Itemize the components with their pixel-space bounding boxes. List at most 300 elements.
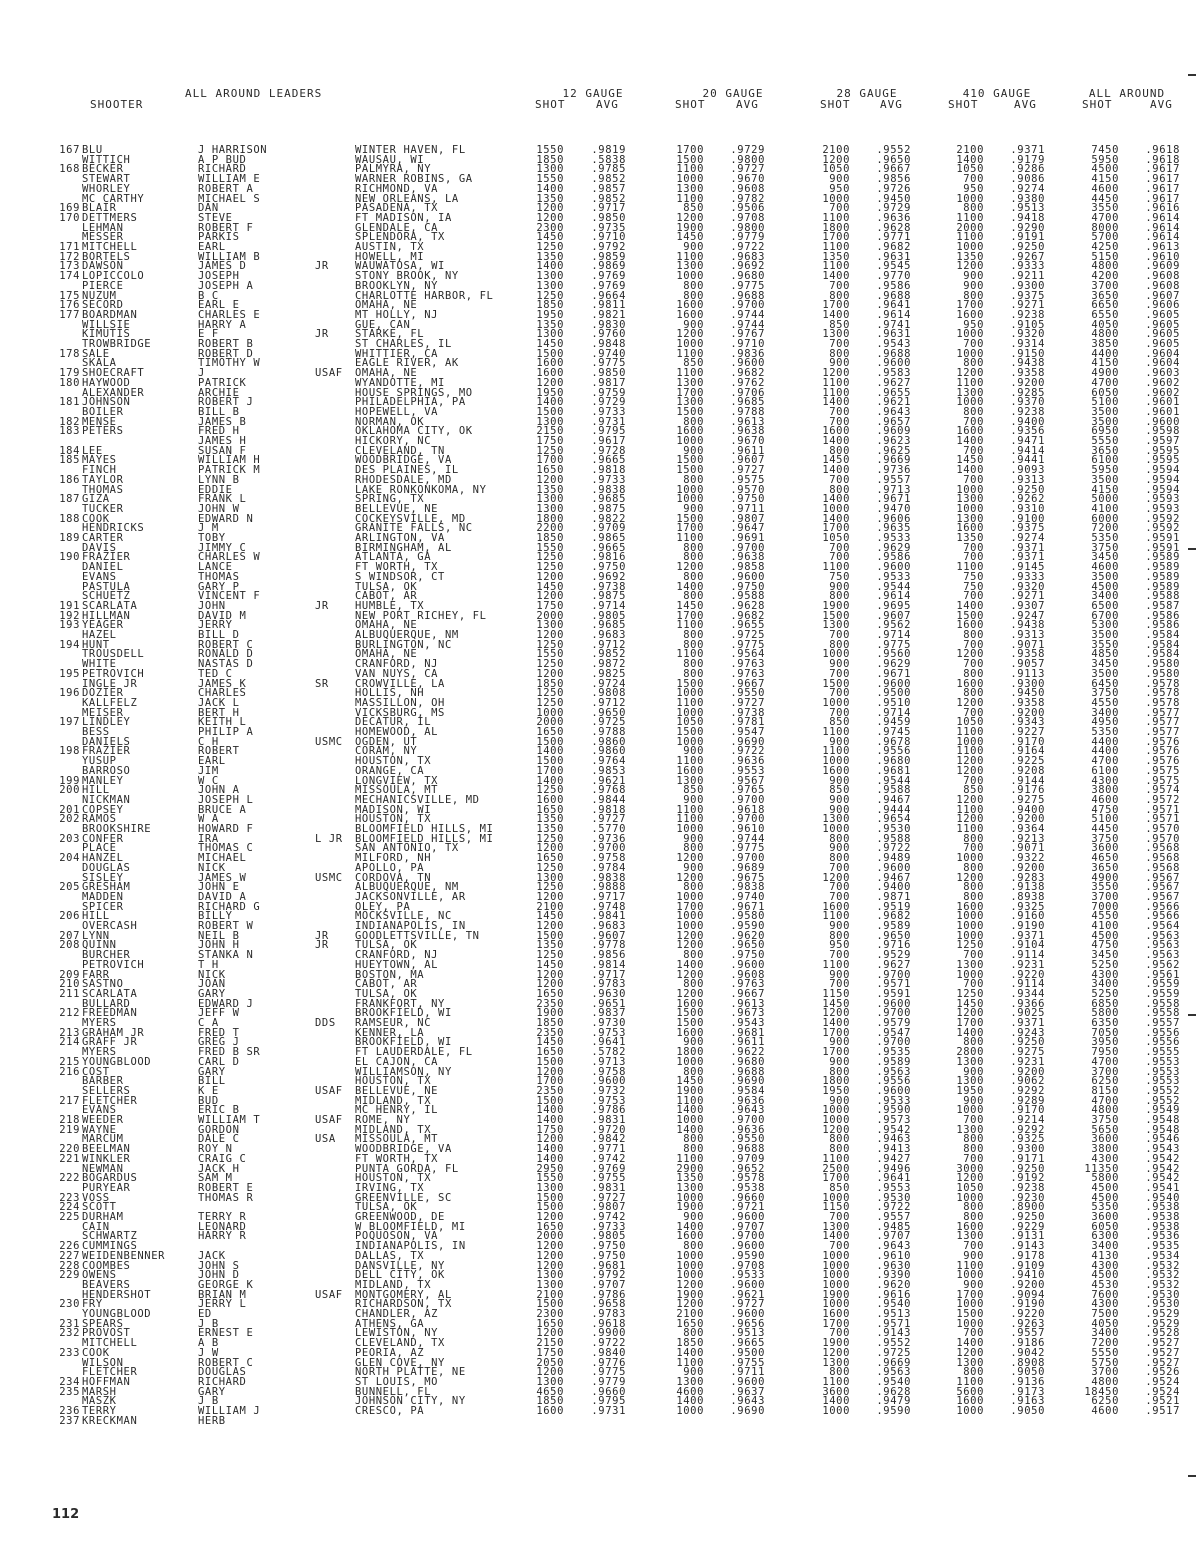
shot-28-cell: 850 xyxy=(829,318,850,331)
last-name-cell: HUNT xyxy=(82,638,110,651)
hometown-cell: ARLINGTON, VA xyxy=(355,532,445,544)
avg-20-cell: .9779 xyxy=(730,231,765,244)
shot-12-cell: 1200 xyxy=(536,1240,564,1253)
avg-410-cell: .9358 xyxy=(1010,696,1045,709)
hometown-cell: WARNER ROBINS, GA xyxy=(355,173,473,186)
shot-28-cell: 1200 xyxy=(822,1123,850,1136)
last-name-cell: HILL xyxy=(82,784,110,797)
hometown-cell: MIDLAND, TX xyxy=(355,1094,432,1107)
first-name-cell: ROBERT C xyxy=(198,1356,254,1369)
shot-410-cell: 1200 xyxy=(956,1346,984,1359)
shot-20-cell: 850 xyxy=(683,784,704,797)
avg-410-cell: .9173 xyxy=(1010,1385,1045,1398)
shot-410-cell: 1000 xyxy=(956,735,984,748)
shot-28-cell: 800 xyxy=(829,289,850,302)
hometown-cell: LAKE RONKONKOMA, NY xyxy=(355,483,487,496)
hometown-cell: CHARLOTTE HARBOR, FL xyxy=(355,289,494,302)
avg-all-cell: .9526 xyxy=(1145,1366,1180,1379)
avg-28-cell: .9616 xyxy=(876,1288,911,1301)
shot-12-cell: 1850 xyxy=(536,1395,564,1408)
shot-410-cell: 1000 xyxy=(956,1191,984,1204)
hometown-cell: NORMAN, OK xyxy=(355,415,425,428)
hometown-cell: BROOKFIELD, WI xyxy=(355,1036,452,1049)
shot-all-cell: 4300 xyxy=(1091,1298,1119,1311)
hometown-cell: CABOT, AR xyxy=(355,978,418,991)
first-name-cell: JOHN D xyxy=(198,1269,240,1282)
shot-410-cell: 950 xyxy=(963,318,984,331)
shot-all-cell: 5650 xyxy=(1091,1123,1119,1136)
shot-20-cell: 900 xyxy=(683,745,704,758)
shot-all-cell: 5150 xyxy=(1091,250,1119,263)
hometown-cell: BLOOMFIELD HILLS, MI xyxy=(355,823,494,835)
shot-28-cell: 2100 xyxy=(822,144,850,156)
gauge-28-header: 28 GAUGE xyxy=(836,87,898,100)
last-name-cell: WHITE xyxy=(82,658,117,671)
shot-28-cell: 1000 xyxy=(822,648,850,661)
shot-20-cell: 1000 xyxy=(676,706,704,719)
avg-28-cell: .9716 xyxy=(876,939,911,952)
avg-12-cell: .9727 xyxy=(591,813,626,826)
avg-all-cell: .9600 xyxy=(1145,415,1180,428)
shot-20-cell: 1000 xyxy=(676,173,704,186)
shot-20-cell: 1000 xyxy=(676,435,704,447)
shot-12-cell: 1350 xyxy=(536,483,564,496)
first-name-cell: HERB xyxy=(198,1414,226,1427)
avg-410-cell: .9250 xyxy=(1010,1211,1045,1223)
shot-410-cell: 1300 xyxy=(956,1356,984,1369)
shot-410-cell: 1300 xyxy=(956,1123,984,1136)
avg-28-cell: .9467 xyxy=(876,871,911,884)
shot-28-cell: 1050 xyxy=(822,163,850,176)
shot-410-cell: 1000 xyxy=(956,920,984,932)
shot-20-cell: 1600 xyxy=(676,1026,704,1039)
shot-all-cell: 3750 xyxy=(1091,541,1119,554)
avg-410-cell: .9333 xyxy=(1010,570,1045,583)
avg-20-cell: .9775 xyxy=(730,842,765,855)
first-name-cell: K E xyxy=(198,1084,219,1097)
avg-12-cell: .9875 xyxy=(591,502,626,515)
last-name-cell: COPSEY xyxy=(82,803,124,816)
avg-28-cell: .9713 xyxy=(876,483,911,496)
shot-410-cell: 700 xyxy=(963,1152,984,1165)
avg-20-cell: .9636 xyxy=(730,755,765,768)
shot-20-cell: 1200 xyxy=(676,929,704,942)
avg-28-cell: .9707 xyxy=(876,1230,911,1243)
avg-12-cell: .9860 xyxy=(591,745,626,758)
shot-20-cell: 1000 xyxy=(676,1055,704,1068)
first-name-cell: TED C xyxy=(198,667,233,680)
hometown-cell: LONGVIEW, TX xyxy=(355,774,439,787)
shot-410-cell: 800 xyxy=(963,1133,984,1146)
hometown-cell: HOUSTON, TX xyxy=(355,1172,432,1185)
first-name-cell: TOBY xyxy=(198,532,226,544)
avg-410-cell: .9250 xyxy=(1010,1036,1045,1049)
shot-12-cell: 1250 xyxy=(536,832,564,845)
avg-all-cell: .9530 xyxy=(1145,1298,1180,1311)
shot-20-cell: 1600 xyxy=(676,308,704,321)
shot-all-cell: 5100 xyxy=(1091,813,1119,826)
shot-28-cell: 850 xyxy=(829,716,850,729)
shot-all-cell: 6250 xyxy=(1091,1395,1119,1408)
hometown-cell: VICKSBURG, MS xyxy=(355,706,445,719)
avg-410-cell: .9285 xyxy=(1010,386,1045,399)
shot-410-cell: 1050 xyxy=(956,1181,984,1194)
first-name-cell: A P BUD xyxy=(198,153,247,166)
shot-12-cell: 1300 xyxy=(536,415,564,428)
avg-28-cell: .9736 xyxy=(876,464,911,477)
rank-cell: 207 xyxy=(59,929,80,942)
avg-20-cell: .9711 xyxy=(730,502,765,515)
shot-20-cell: 1700 xyxy=(676,900,704,913)
avg-28-cell: .9547 xyxy=(876,1026,911,1039)
last-name-cell: DAWSON xyxy=(82,260,124,273)
avg-28-cell: .9413 xyxy=(876,1143,911,1156)
shot-12-cell: 1450 xyxy=(536,231,564,244)
shot-410-cell: 1600 xyxy=(956,1395,984,1408)
avg-410-cell: .9371 xyxy=(1010,551,1045,564)
avg-12-cell: .9685 xyxy=(591,619,626,632)
shot-20-cell: 1700 xyxy=(676,144,704,156)
shot-410-cell: 700 xyxy=(963,415,984,428)
avg-28-cell: .9725 xyxy=(876,1346,911,1359)
avg-28-cell: .9678 xyxy=(876,735,911,748)
avg-28-cell: .9535 xyxy=(876,1046,911,1059)
last-name-cell: WILLSIE xyxy=(82,318,131,331)
last-name-cell: TERRY xyxy=(82,1405,117,1417)
shot-28-cell: 950 xyxy=(829,939,850,952)
avg-20-cell: .9643 xyxy=(730,1104,765,1117)
shot-20-cell: 800 xyxy=(683,1133,704,1146)
avg-all-cell: .9587 xyxy=(1145,599,1180,612)
avg-20-cell: .9775 xyxy=(730,638,765,651)
last-name-cell: WHORLEY xyxy=(82,182,131,195)
last-name-cell: GIZA xyxy=(82,493,110,506)
hometown-cell: HOWELL, MI xyxy=(355,250,425,263)
shot-28-cell: 1000 xyxy=(822,502,850,515)
shot-410-cell: 5600 xyxy=(956,1385,984,1398)
avg-12-cell: .9785 xyxy=(591,163,626,176)
avg-20-cell: .9652 xyxy=(730,1162,765,1175)
rank-cell: 236 xyxy=(59,1405,80,1417)
shot-all-cell: 5800 xyxy=(1091,1007,1119,1020)
rank-cell: 200 xyxy=(59,784,80,797)
shot-all-cell: 3400 xyxy=(1091,978,1119,991)
shot-12-cell: 2050 xyxy=(536,1356,564,1369)
rank-cell: 222 xyxy=(59,1172,80,1185)
avg-28-cell: .9589 xyxy=(876,1055,911,1068)
shot-12-cell: 1300 xyxy=(536,1375,564,1388)
shot-410-cell: 800 xyxy=(963,861,984,874)
shot-28-cell: 1100 xyxy=(822,910,850,923)
avg-410-cell: .9145 xyxy=(1010,561,1045,574)
avg-12-cell: .9748 xyxy=(591,900,626,913)
avg-12-cell: .9733 xyxy=(591,473,626,486)
shot-28-cell: 900 xyxy=(829,735,850,748)
avg-28-cell: .9427 xyxy=(876,1152,911,1165)
avg-all-cell: .9567 xyxy=(1145,890,1180,903)
shot-12-cell: 1200 xyxy=(536,1366,564,1379)
shot-28-cell: 1300 xyxy=(822,328,850,341)
avg-12-cell: .9758 xyxy=(591,852,626,865)
avg-all-cell: .9549 xyxy=(1145,1104,1180,1117)
last-name-cell: OWENS xyxy=(82,1269,117,1282)
shot-12-cell: 1200 xyxy=(536,1211,564,1223)
shot-28-cell: 1100 xyxy=(822,958,850,971)
shot-all-cell: 6100 xyxy=(1091,454,1119,467)
shot-12-cell: 2000 xyxy=(536,609,564,622)
avg-410-cell: .9290 xyxy=(1010,221,1045,234)
rank-cell: 174 xyxy=(59,270,80,283)
avg-all-cell: .9586 xyxy=(1145,609,1180,622)
shot-20-cell: 1000 xyxy=(676,910,704,923)
avg-20-cell: .9600 xyxy=(730,1375,765,1388)
shot-all-cell: 3450 xyxy=(1091,658,1119,671)
shot-20-cell: 1600 xyxy=(676,997,704,1010)
avg-12-cell: .9822 xyxy=(591,512,626,525)
shot-20-cell: 1000 xyxy=(676,1114,704,1126)
last-name-cell: SCARLATA xyxy=(82,987,138,1000)
avg-all-cell: .9517 xyxy=(1145,1405,1180,1417)
shot-all-cell: 4500 xyxy=(1091,929,1119,942)
shot-20-cell: 1050 xyxy=(676,716,704,729)
shot-12-cell: 1300 xyxy=(536,270,564,283)
hometown-cell: JOHNSON CITY, NY xyxy=(355,1395,466,1408)
shot-28-cell: 1600 xyxy=(822,425,850,438)
avg-all-cell: .9578 xyxy=(1145,677,1180,690)
first-name-cell: RONALD D xyxy=(198,648,254,661)
avg-28-cell: .9621 xyxy=(876,396,911,409)
shot-12-cell: 1700 xyxy=(536,454,564,467)
avg-28-cell: .9563 xyxy=(876,1366,911,1379)
hometown-cell: ALBUQUERQUE, NM xyxy=(355,881,459,894)
last-name-cell: TROUSDELL xyxy=(82,648,145,661)
gauge-410-header: 410 GAUGE xyxy=(962,87,1032,100)
avg-20-cell: .9755 xyxy=(730,1356,765,1369)
avg-12-cell: .9817 xyxy=(591,376,626,389)
shot-28-cell: 1000 xyxy=(822,1114,850,1126)
avg-28-cell: .9573 xyxy=(876,1114,911,1126)
shot-all-cell: 4800 xyxy=(1091,1104,1119,1117)
avg-20-cell: .9708 xyxy=(730,211,765,224)
shot-all-cell: 7600 xyxy=(1091,1288,1119,1301)
avg-410-cell: .9410 xyxy=(1010,1269,1045,1282)
hometown-cell: TULSA, OK xyxy=(355,1201,418,1214)
avg-20-cell: .9740 xyxy=(730,890,765,903)
shot-28-cell: 1400 xyxy=(822,1395,850,1408)
hometown-cell: BLOOMFIELD HILLS, MI xyxy=(355,832,494,845)
hometown-cell: PALMYRA, NY xyxy=(355,163,432,176)
avg-all-cell: .9589 xyxy=(1145,570,1180,583)
first-name-cell: JOHN E xyxy=(198,881,240,894)
shot-all-cell: 4700 xyxy=(1091,1094,1119,1107)
avg-28-cell: .9630 xyxy=(876,1259,911,1272)
hometown-cell: MILFORD, NH xyxy=(355,852,432,865)
shot-28-cell: 1700 xyxy=(822,1317,850,1330)
shot-all-cell: 3400 xyxy=(1091,590,1119,603)
avg-20-cell: .9671 xyxy=(730,900,765,913)
shot-all-cell: 3450 xyxy=(1091,551,1119,564)
gauge-20-header: 20 GAUGE xyxy=(702,87,764,100)
avg-all-cell: .9577 xyxy=(1145,716,1180,729)
avg-410-cell: .9136 xyxy=(1010,1375,1045,1388)
shot-28-cell: 1400 xyxy=(822,493,850,506)
shot-20-cell: 1650 xyxy=(676,1317,704,1330)
first-name-cell: FRED T xyxy=(198,1026,240,1039)
avg-20-cell: .9700 xyxy=(730,1230,765,1243)
shot-20-cell: 1100 xyxy=(676,1356,704,1369)
avg-20-cell: .9700 xyxy=(730,1114,765,1126)
avg-12-cell: .9717 xyxy=(591,890,626,903)
shot-all-cell: 6650 xyxy=(1091,299,1119,312)
avg-all-cell: .9584 xyxy=(1145,638,1180,651)
first-name-cell: JAMES B xyxy=(198,415,247,428)
first-name-cell: FRED H xyxy=(198,425,240,438)
avg-20-cell: .9744 xyxy=(730,318,765,331)
shot-20-cell: 1100 xyxy=(676,696,704,709)
last-name-cell: MENSE xyxy=(82,415,117,428)
shot-28-cell: 700 xyxy=(829,1211,850,1223)
shot-410-cell: 800 xyxy=(963,629,984,641)
avg-20-cell: .9656 xyxy=(730,1317,765,1330)
shot-12-cell: 1450 xyxy=(536,910,564,923)
first-name-cell: ERNEST E xyxy=(198,1327,254,1340)
shot-20-cell: 1000 xyxy=(676,735,704,748)
hometown-cell: GREENVILLE, SC xyxy=(355,1191,452,1204)
last-name-cell: HILLMAN xyxy=(82,609,131,622)
first-name-cell: LYNN B xyxy=(198,473,240,486)
avg-28-cell: .9628 xyxy=(876,1385,911,1398)
avg-20-cell: .9782 xyxy=(730,192,765,205)
avg-20-cell: .9683 xyxy=(730,250,765,263)
avg-410-cell: .9371 xyxy=(1010,541,1045,554)
avg-12-cell: .9725 xyxy=(591,716,626,729)
avg-20-cell: .9681 xyxy=(730,1026,765,1039)
shot-28-cell: 700 xyxy=(829,202,850,215)
shot-20-cell: 1700 xyxy=(676,522,704,535)
avg-410-cell: .9313 xyxy=(1010,473,1045,486)
avg-12-cell: .9818 xyxy=(591,464,626,477)
shot-12-cell: 1000 xyxy=(536,706,564,719)
avg-12-cell: .9776 xyxy=(591,1356,626,1369)
last-name-cell: NEWMAN xyxy=(82,1162,124,1175)
suffix-cell: DDS xyxy=(315,1017,336,1029)
shot-20-cell: 1900 xyxy=(676,1201,704,1214)
shot-12-cell: 1400 xyxy=(536,1104,564,1117)
shot-410-cell: 1500 xyxy=(956,609,984,622)
avg-28-cell: .9606 xyxy=(876,512,911,525)
last-name-cell: TAYLOR xyxy=(82,473,124,486)
hometown-cell: CLEVELAND, TX xyxy=(355,1337,445,1350)
shot-410-cell: 1700 xyxy=(956,1017,984,1029)
avg-28-cell: .9688 xyxy=(876,347,911,360)
first-name-cell: PATRICK M xyxy=(198,464,261,477)
shot-12-cell: 2100 xyxy=(536,1288,564,1301)
shot-12-cell: 1250 xyxy=(536,551,564,564)
last-name-cell: SHOECRAFT xyxy=(82,367,145,380)
avg-all-cell: .9548 xyxy=(1145,1114,1180,1126)
rank-cell: 192 xyxy=(59,609,80,622)
avg-20-cell: .9807 xyxy=(730,512,765,525)
last-name-cell: CUMMINGS xyxy=(82,1240,138,1253)
shot-410-cell: 1300 xyxy=(956,1230,984,1243)
avg-all-cell: .9610 xyxy=(1145,250,1180,263)
first-name-cell: WILLIAM E xyxy=(198,173,261,186)
shot-12-cell: 1650 xyxy=(536,987,564,1000)
shot-all-cell: 6950 xyxy=(1091,425,1119,438)
shot-28-cell: 800 xyxy=(829,832,850,845)
shot-410-cell: 800 xyxy=(963,687,984,700)
shot-410-cell: 700 xyxy=(963,774,984,787)
shot-410-cell: 1000 xyxy=(956,241,984,253)
last-name-cell: MESSER xyxy=(82,231,124,244)
shot-20-cell: 1000 xyxy=(676,890,704,903)
hometown-cell: HOUSTON, TX xyxy=(355,755,432,768)
avg-12-cell: .9740 xyxy=(591,347,626,360)
avg-all-cell: .9580 xyxy=(1145,658,1180,671)
avg-12-cell: .9732 xyxy=(591,1084,626,1097)
shot-410-cell: 1100 xyxy=(956,211,984,224)
first-name-cell: EDWARD N xyxy=(198,512,254,525)
hometown-cell: BIRMINGHAM, AL xyxy=(355,541,452,554)
first-name-cell: FRANK L xyxy=(198,493,247,506)
shot-28-cell: 700 xyxy=(829,541,850,554)
last-name-cell: BEAVERS xyxy=(82,1278,131,1291)
avg-28-cell: .9650 xyxy=(876,929,911,942)
shot-410-cell: 750 xyxy=(963,570,984,583)
last-name-cell: HENDRICKS xyxy=(82,522,145,535)
avg-410-cell: .9292 xyxy=(1010,1084,1045,1097)
hometown-cell: RAMSEUR, NC xyxy=(355,1017,432,1029)
shot-12-cell: 1600 xyxy=(536,367,564,380)
hometown-cell: HOMEWOOD, AL xyxy=(355,726,439,738)
avg-12-cell: .9775 xyxy=(591,357,626,370)
shot-all-cell: 4150 xyxy=(1091,357,1119,370)
shot-410-cell: 700 xyxy=(963,173,984,186)
shot-20-cell: 850 xyxy=(683,202,704,215)
shot-all-cell: 3750 xyxy=(1091,1114,1119,1126)
shot-all-cell: 6450 xyxy=(1091,677,1119,690)
avg-20-cell: .9500 xyxy=(730,1346,765,1359)
avg-12-cell: .9769 xyxy=(591,279,626,292)
avg-410-cell: .9200 xyxy=(1010,376,1045,389)
last-name-cell: HOFFMAN xyxy=(82,1375,131,1388)
first-name-cell: W A xyxy=(198,813,219,826)
shot-12-cell: 1500 xyxy=(536,405,564,418)
shot-28-cell: 700 xyxy=(829,978,850,991)
rank-cell: 211 xyxy=(59,987,80,1000)
shot-all-cell: 7500 xyxy=(1091,1308,1119,1320)
avg-28-cell: .9643 xyxy=(876,1240,911,1253)
shot-28-cell: 1100 xyxy=(822,1152,850,1165)
avg-410-cell: .9380 xyxy=(1010,192,1045,205)
shot-all-cell: 4950 xyxy=(1091,716,1119,729)
shot-20-cell: 1300 xyxy=(676,1181,704,1194)
suffix-cell: JR xyxy=(315,599,329,612)
shot-12-cell: 1950 xyxy=(536,308,564,321)
shot-20-cell: 1100 xyxy=(676,1152,704,1165)
first-name-cell: JAMES K xyxy=(198,677,247,690)
avg-all-cell: .9567 xyxy=(1145,881,1180,894)
hometown-cell: WOODBRIDGE, VA xyxy=(355,454,452,467)
avg-all-cell: .9566 xyxy=(1145,900,1180,913)
avg-12-cell: .9630 xyxy=(591,987,626,1000)
shot-28-cell: 900 xyxy=(829,842,850,855)
rank-cell: 168 xyxy=(59,163,80,176)
shot-all-cell: 4300 xyxy=(1091,774,1119,787)
shot-410-cell: 1300 xyxy=(956,493,984,506)
avg-28-cell: .9609 xyxy=(876,425,911,438)
avg-28-cell: .9682 xyxy=(876,241,911,253)
